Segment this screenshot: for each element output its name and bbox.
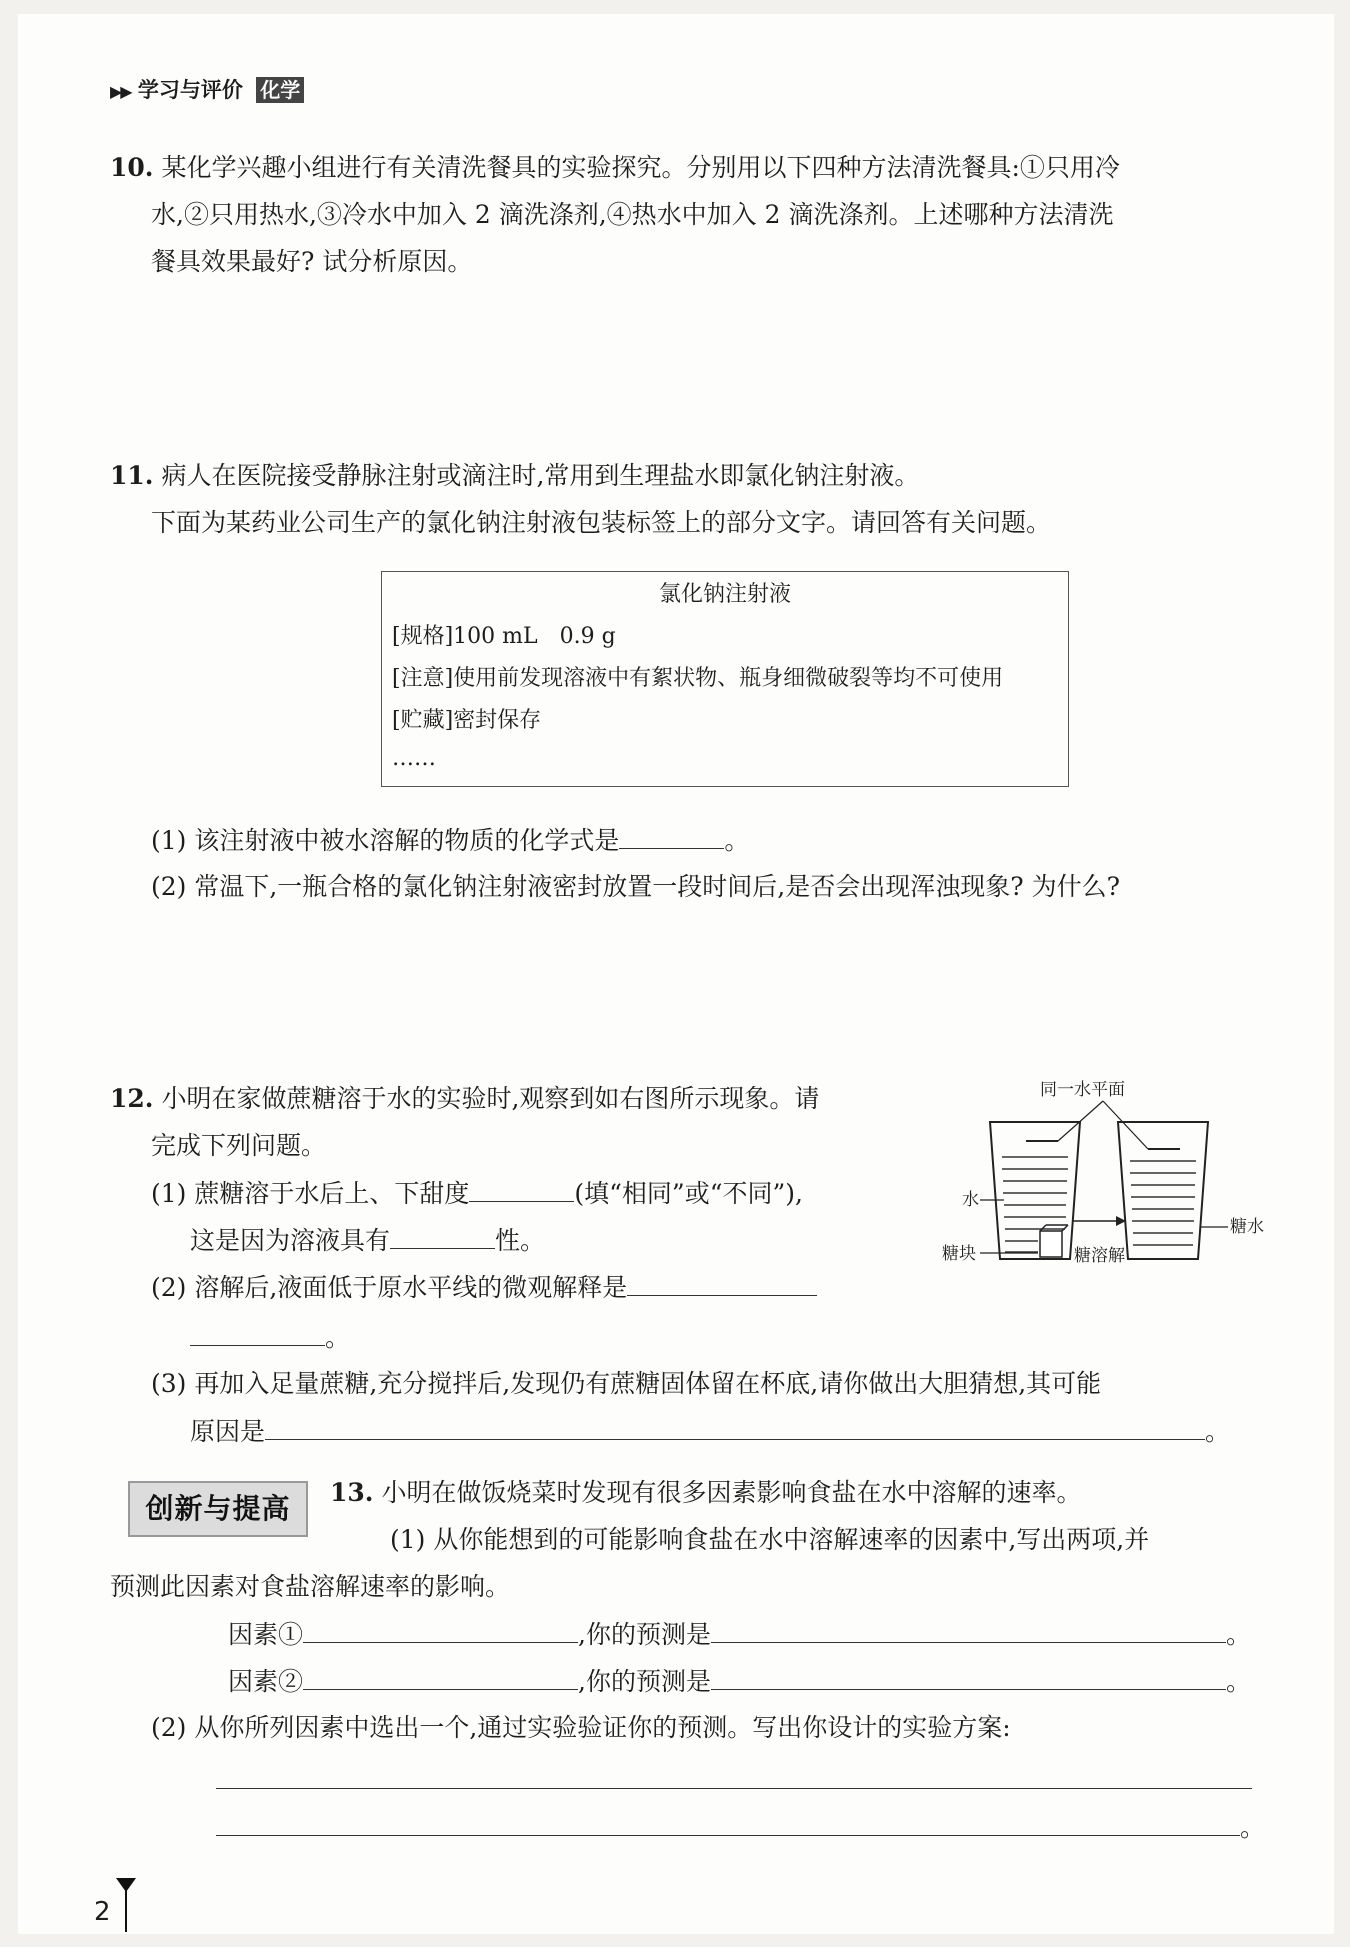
answer-blank[interactable] [190, 1319, 325, 1346]
diagram-label-sugar-water: 糖水 [1230, 1217, 1264, 1237]
page-number: 2 [94, 1897, 111, 1927]
sub-question-1-cont: 预测此因素对食盐溶解速率的影响。 [110, 1572, 511, 1601]
answer-blank[interactable] [265, 1413, 1205, 1440]
question-text: 某化学兴趣小组进行有关清洗餐具的实验探究。分别用以下四种方法清洗餐具:①只用冷 [161, 153, 1120, 182]
sub-question-1: (1) 蔗糖溶于水后上、下甜度 (填“相同”或“不同”), [151, 1175, 803, 1212]
answer-blank[interactable] [303, 1663, 578, 1690]
diagram-label-level: 同一水平面 [1040, 1080, 1125, 1100]
answer-line[interactable] [216, 1788, 1252, 1789]
answer-blank[interactable] [469, 1175, 574, 1202]
sub-question-1: (1) 从你能想到的可能影响食盐在水中溶解速率的因素中,写出两项,并 [390, 1525, 1150, 1554]
answer-blank[interactable] [627, 1269, 817, 1296]
subject-badge: 化学 [256, 77, 304, 103]
answer-blank[interactable] [711, 1616, 1226, 1643]
answer-blank[interactable] [711, 1663, 1226, 1690]
label-storage: [贮藏]密封保存 [392, 708, 542, 733]
question-text: 小明在做饭烧菜时发现有很多因素影响食盐在水中溶解的速率。 [381, 1478, 1082, 1507]
factor-2-row: 因素② ,你的预测是 。 [228, 1663, 1251, 1700]
question-number: 11. [110, 461, 154, 490]
right-water-lines [1130, 1161, 1196, 1245]
workbook-page [18, 14, 1334, 1934]
left-cup [990, 1122, 1080, 1259]
answer-blank[interactable] [303, 1616, 578, 1643]
label-title: 氯化钠注射液 [658, 582, 791, 607]
sub-question-1: (1) 该注射液中被水溶解的物质的化学式是 。 [151, 822, 749, 859]
diagram-label-dissolve: 糖溶解 [1074, 1246, 1125, 1266]
question-number: 13. [330, 1478, 374, 1507]
answer-blank[interactable] [619, 822, 724, 849]
question-text: 水,②只用热水,③冷水中加入 2 滴洗涤剂,④热水中加入 2 滴洗涤剂。上述哪种方法清洗 [151, 200, 1114, 229]
header-title: 学习与评价 [137, 78, 243, 102]
sugar-cube [1040, 1231, 1062, 1257]
right-cup [1118, 1122, 1208, 1259]
sugar-dissolve-diagram [918, 1069, 1268, 1284]
question-text: 病人在医院接受静脉注射或滴注时,常用到生理盐水即氯化钠注射液。 [161, 461, 920, 490]
question-text: 小明在家做蔗糖溶于水的实验时,观察到如右图所示现象。请 [161, 1084, 820, 1113]
question-text: 下面为某药业公司生产的氯化钠注射液包装标签上的部分文字。请回答有关问题。 [151, 508, 1052, 537]
page-corner-marker-icon [114, 1876, 138, 1934]
sub-question-2-cont: 。 [190, 1319, 350, 1356]
answer-line[interactable] [216, 1835, 1240, 1836]
question-text: 完成下列问题。 [151, 1131, 327, 1160]
question-number: 12. [110, 1084, 154, 1113]
sub-question-1-cont: 这是因为溶液具有 性。 [190, 1222, 545, 1259]
sub-question-3-cont: 原因是 。 [190, 1413, 1230, 1450]
factor-1-row: 因素① ,你的预测是 。 [228, 1616, 1251, 1653]
sub-question-2: (2) 从你所列因素中选出一个,通过实验验证你的预测。写出你设计的实验方案: [151, 1713, 1011, 1742]
sub-question-3: (3) 再加入足量蔗糖,充分搅拌后,发现仍有蔗糖固体留在杯底,请你做出大胆猜想,其可能 [151, 1369, 1102, 1398]
label-more: …… [392, 746, 436, 771]
question-text: 餐具效果最好? 试分析原因。 [151, 247, 473, 276]
label-spec: [规格]100 mL 0.9 g [392, 624, 616, 649]
label-notice: [注意]使用前发现溶液中有絮状物、瓶身细微破裂等均不可使用 [392, 666, 1004, 691]
question-number: 10. [110, 153, 154, 182]
sub-question-2: (2) 溶解后,液面低于原水平线的微观解释是 [151, 1269, 817, 1306]
answer-blank[interactable] [390, 1222, 495, 1249]
injection-label-box [381, 571, 1069, 787]
diagram-label-water: 水 [962, 1190, 979, 1210]
diagram-label-sugar-cube: 糖块 [942, 1244, 976, 1264]
header-arrows-icon: ▶▶ [110, 82, 131, 101]
answer-end-mark: 。 [1240, 1813, 1266, 1842]
page-header [110, 74, 304, 104]
sub-question-2: (2) 常温下,一瓶合格的氯化钠注射液密封放置一段时间后,是否会出现浑浊现象? 为什么? [151, 872, 1121, 901]
section-badge: 创新与提高 [128, 1481, 308, 1537]
